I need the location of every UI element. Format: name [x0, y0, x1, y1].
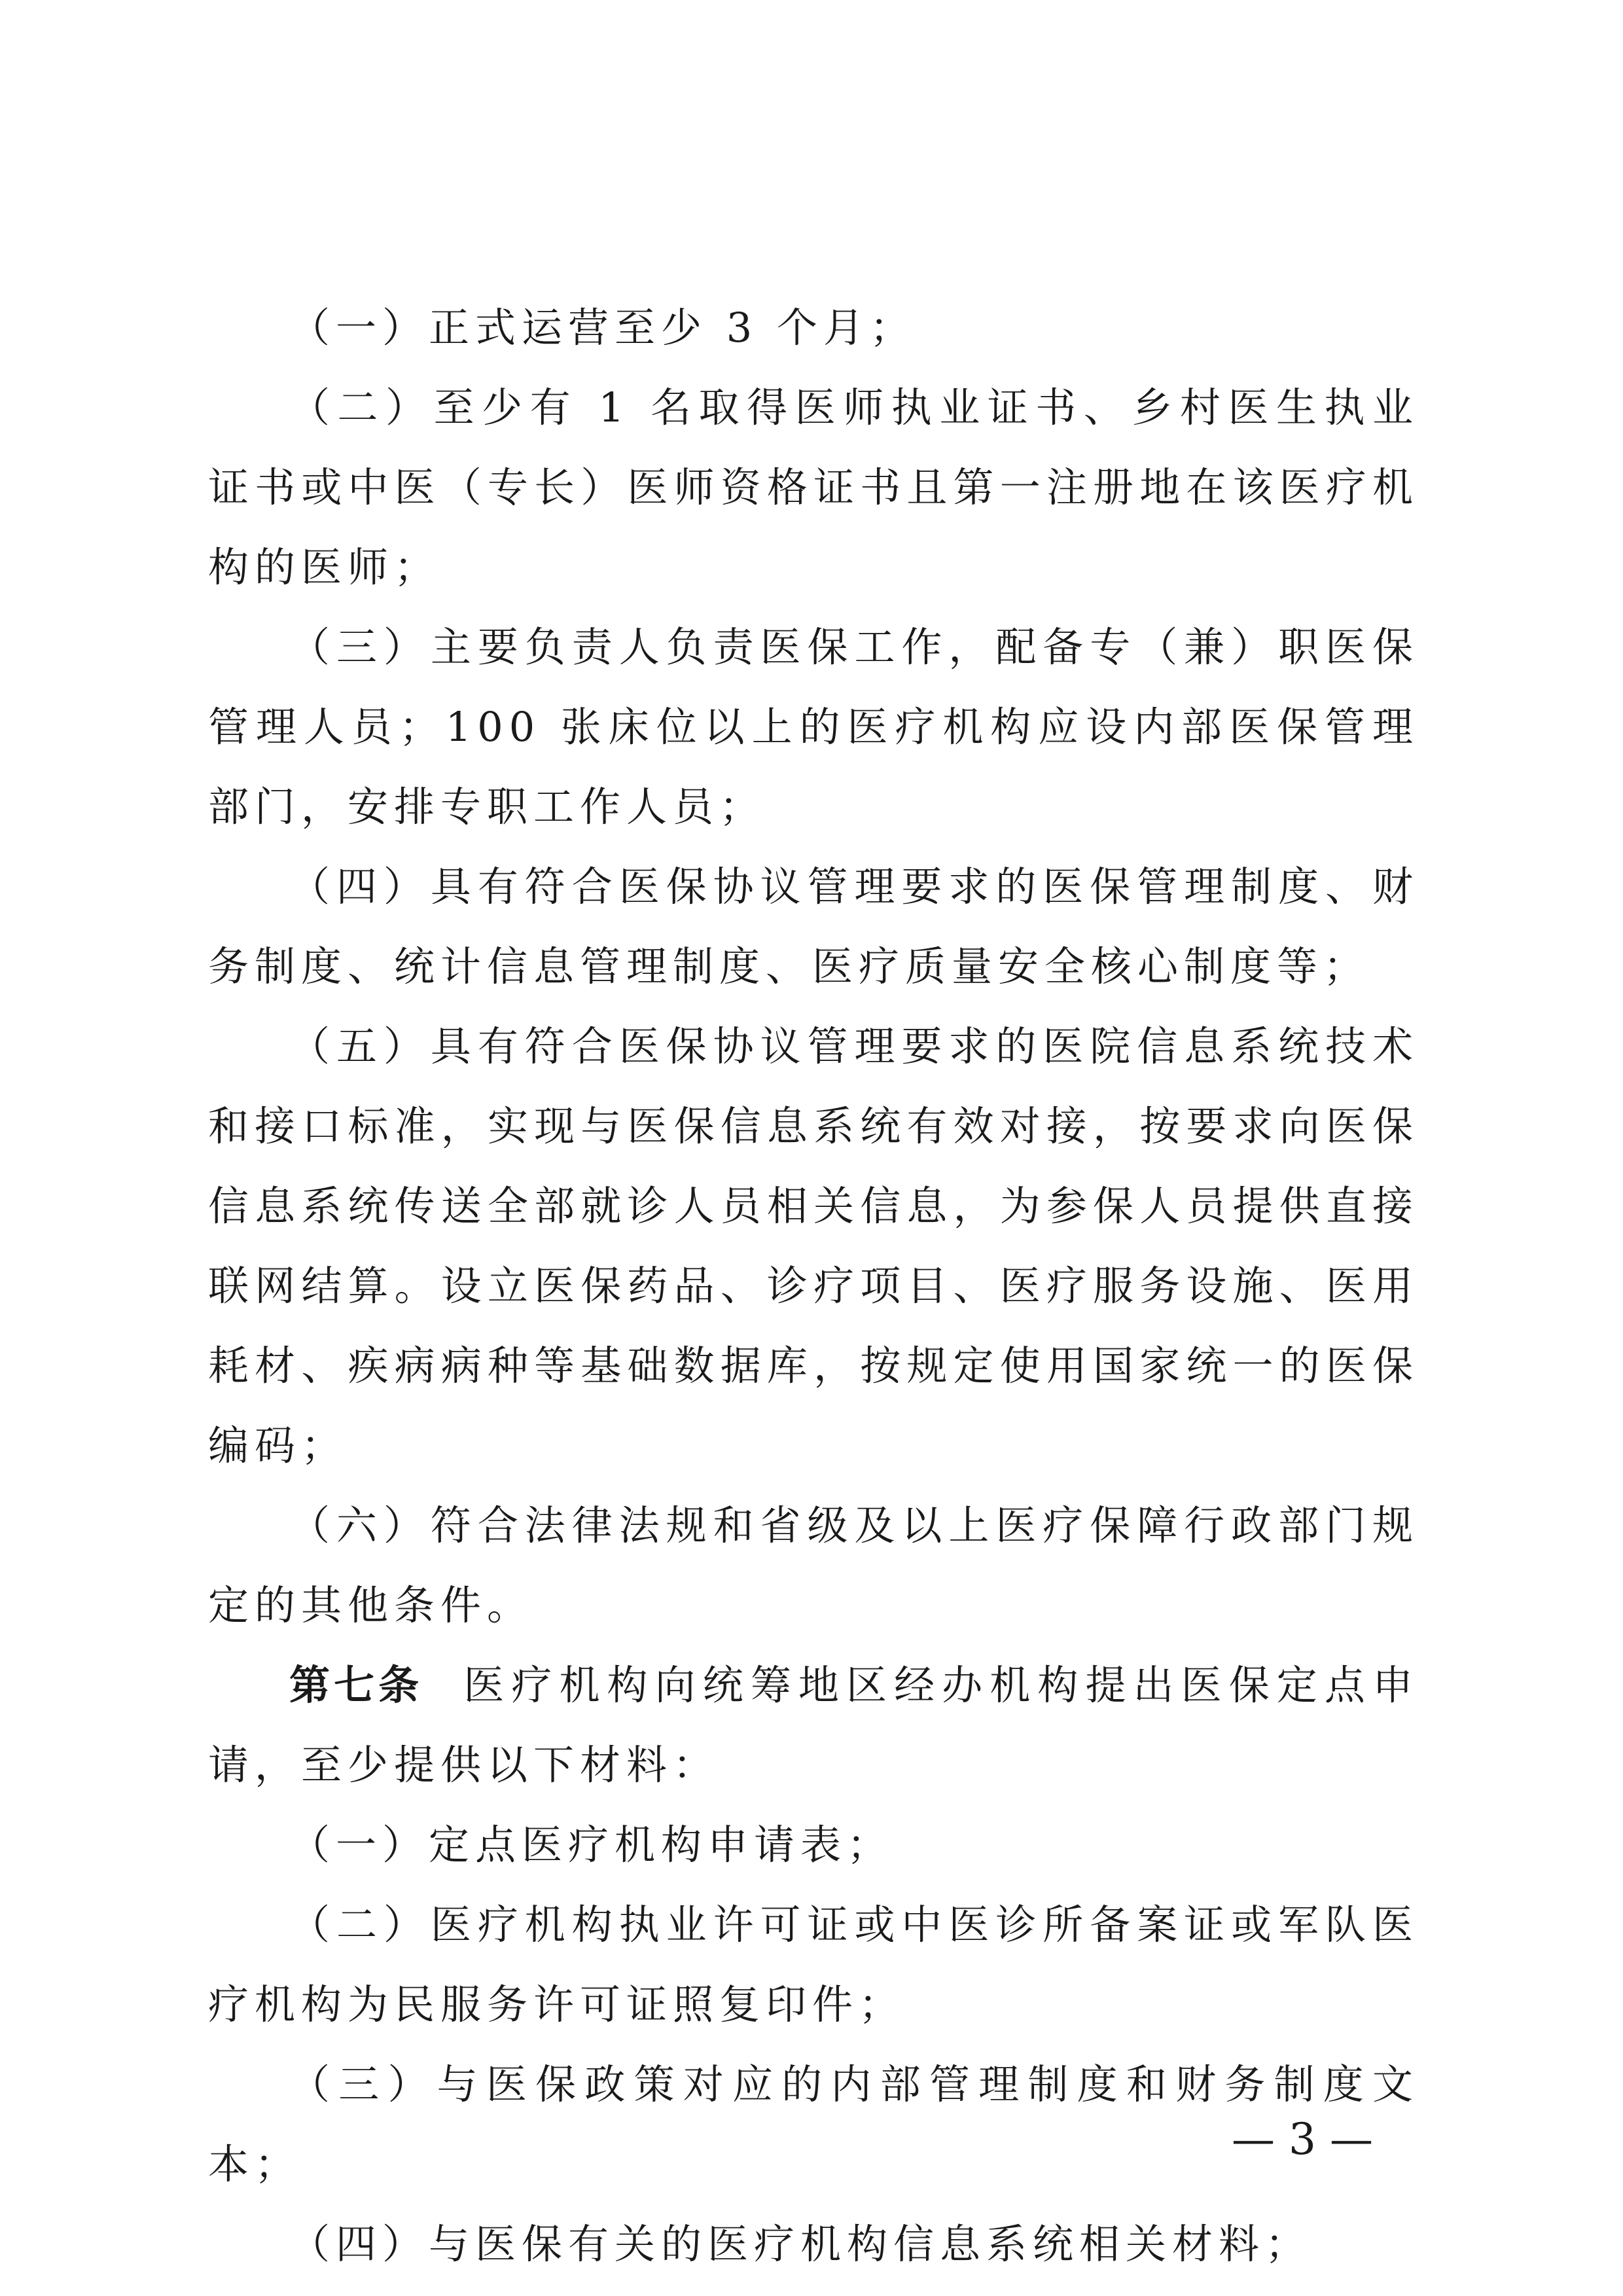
page-number: — 3 —	[1232, 2114, 1373, 2164]
article-seven-paragraph	[208, 1645, 1419, 1805]
condition-item-5: （五）具有符合医保协议管理要求的医院信息系统技术和接口标准，实现与医保信息系统有效对接，按要求向医保信息系统传送全部就诊人员相关信息，为参保人员提供直接联网结算。设立医保药品、诊疗项目、医疗服务设施、医用耗材、疾病病种等基础数据库，按规定使用国家统一的医保编码；	[208, 1022, 1419, 1469]
condition-item-1: （一）正式运营至少 3 个月；	[289, 304, 916, 351]
material-item-4: （四）与医保有关的医疗机构信息系统相关材料；	[289, 2220, 1312, 2268]
condition-item-2: （二）至少有 1 名取得医师执业证书、乡村医生执业证书或中医（专长）医师资格证书且第一注册地在该医疗机构的医师；	[208, 384, 1419, 591]
condition-item-6: （六）符合法律法规和省级及以上医疗保障行政部门规定的其他条件。	[208, 1501, 1419, 1629]
material-item-1: （一）定点医疗机构申请表；	[289, 1821, 894, 1869]
condition-item-4: （四）具有符合医保协议管理要求的医保管理制度、财务制度、统计信息管理制度、医疗质量安全核心制度等；	[208, 863, 1419, 990]
article-seven-text: 医疗机构向统筹地区经办机构提出医保定点申请，至少提供以下材料：	[208, 1661, 1419, 1789]
material-item-3: （三）与医保政策对应的内部管理制度和财务制度文本；	[208, 2060, 1419, 2188]
document-body	[208, 288, 1419, 2284]
article-seven-label: 第七条	[289, 1661, 423, 1709]
condition-item-3: （三）主要负责人负责医保工作，配备专（兼）职医保管理人员；100 张床位以上的医疗机构应设内部医保管理部门，安排专职工作人员；	[208, 623, 1419, 831]
material-item-2: （二）医疗机构执业许可证或中医诊所备案证或军队医疗机构为民服务许可证照复印件；	[208, 1901, 1419, 2028]
